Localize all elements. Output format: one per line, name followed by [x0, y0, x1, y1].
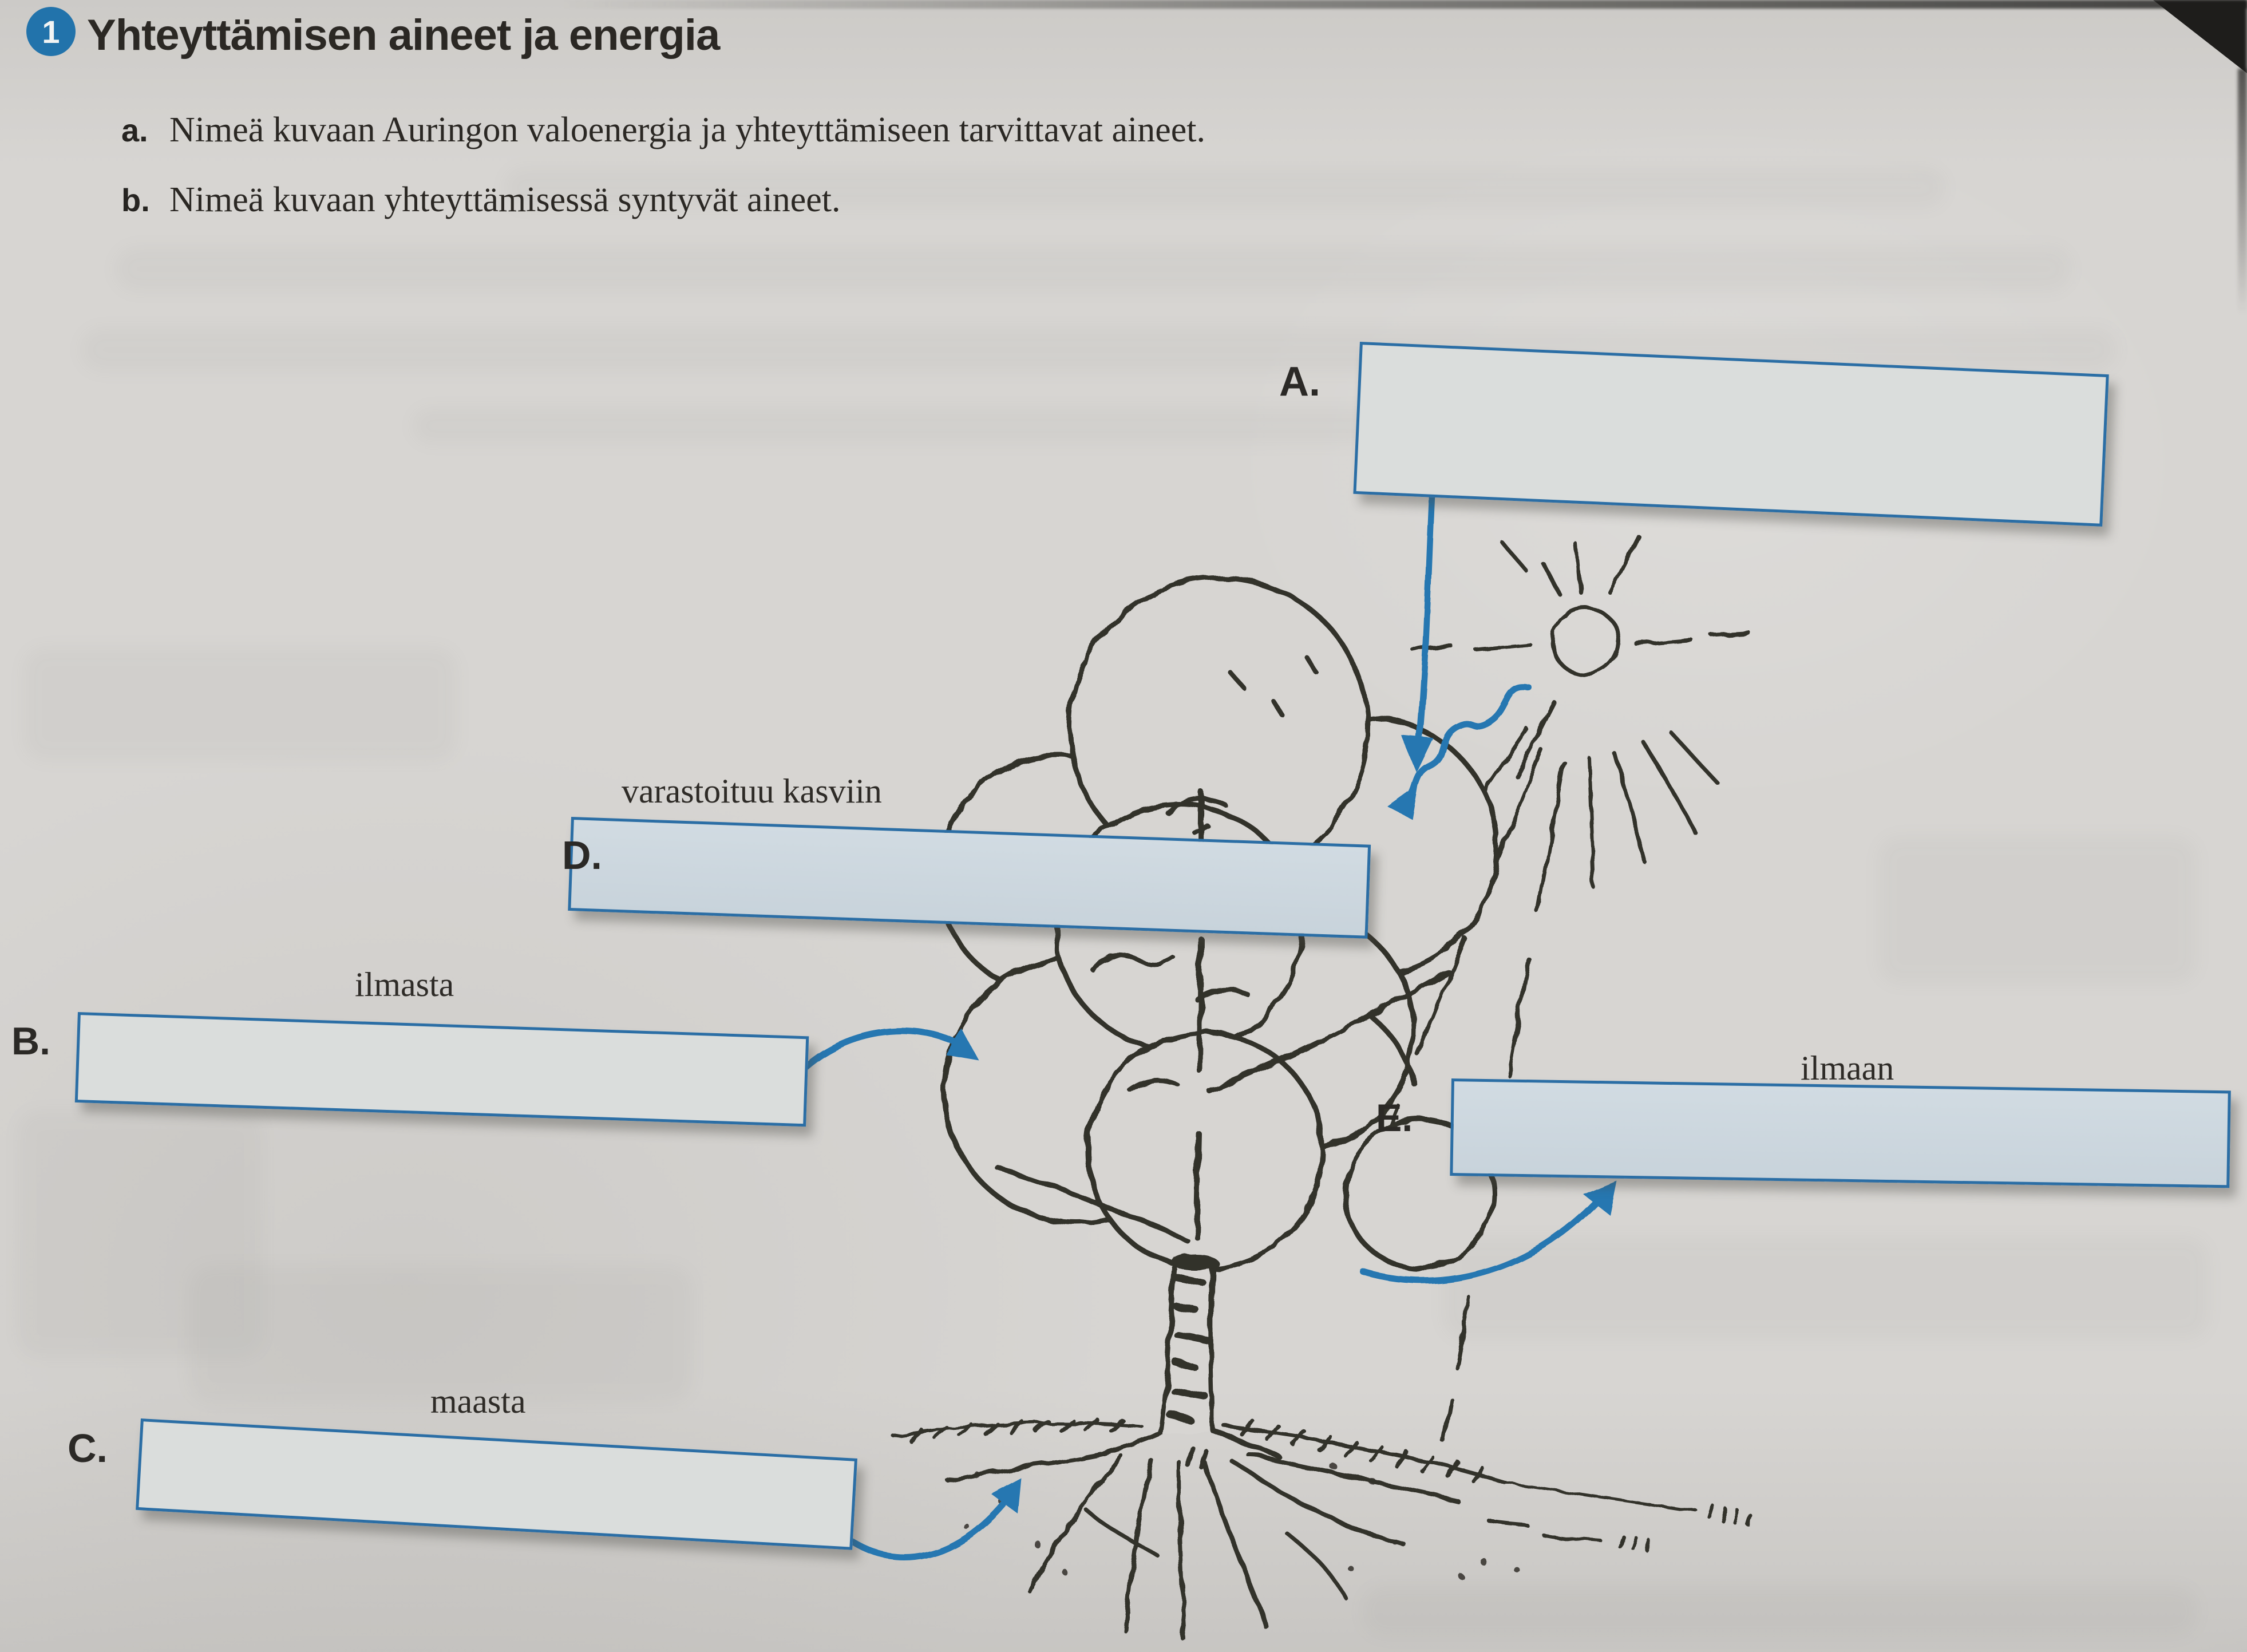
sun-icon: [1552, 608, 1619, 674]
task-a-prefix: a.: [121, 112, 148, 148]
task-b-text: Nimeä kuvaan yhteyttämisessä syntyvät aineet.: [169, 180, 841, 219]
label-a: A.: [1279, 359, 1320, 405]
task-a: [121, 110, 1205, 151]
label-c: C.: [68, 1426, 108, 1471]
arrow-c-to-roots: [853, 1504, 1003, 1558]
task-b: [121, 180, 841, 220]
annotation-varastoituu-kasviin: varastoituu kasviin: [622, 772, 882, 810]
arrow-a-to-light: [1419, 493, 1432, 738]
arrow-b-to-tree: [802, 1031, 957, 1069]
label-e: E.: [1376, 1096, 1413, 1140]
label-d: D.: [562, 833, 602, 878]
photo-edge-shadow-right: [2238, 69, 2247, 315]
answer-box-a-value[interactable]: [1356, 345, 2106, 523]
tree-trunk-icon: [1105, 1254, 1279, 1469]
answer-box-e[interactable]: [1450, 1078, 2231, 1188]
exercise-number-badge: 1: [26, 7, 76, 56]
annotation-ilmaan: ilmaan: [1801, 1049, 1894, 1087]
answer-box-e-value[interactable]: [1453, 1081, 2228, 1185]
annotation-maasta: maasta: [430, 1382, 526, 1420]
exercise-title: Yhteyttämisen aineet ja energia: [87, 11, 720, 60]
annotation-ilmasta: ilmasta: [355, 966, 454, 1003]
photo-edge-shadow: [561, 0, 2247, 9]
task-a-text: Nimeä kuvaan Auringon valoenergia ja yhteyttämiseen tarvittavat aineet.: [169, 110, 1205, 149]
tree-roots-icon: [947, 1454, 1649, 1640]
task-b-prefix: b.: [121, 182, 150, 218]
label-b: B.: [11, 1019, 50, 1063]
